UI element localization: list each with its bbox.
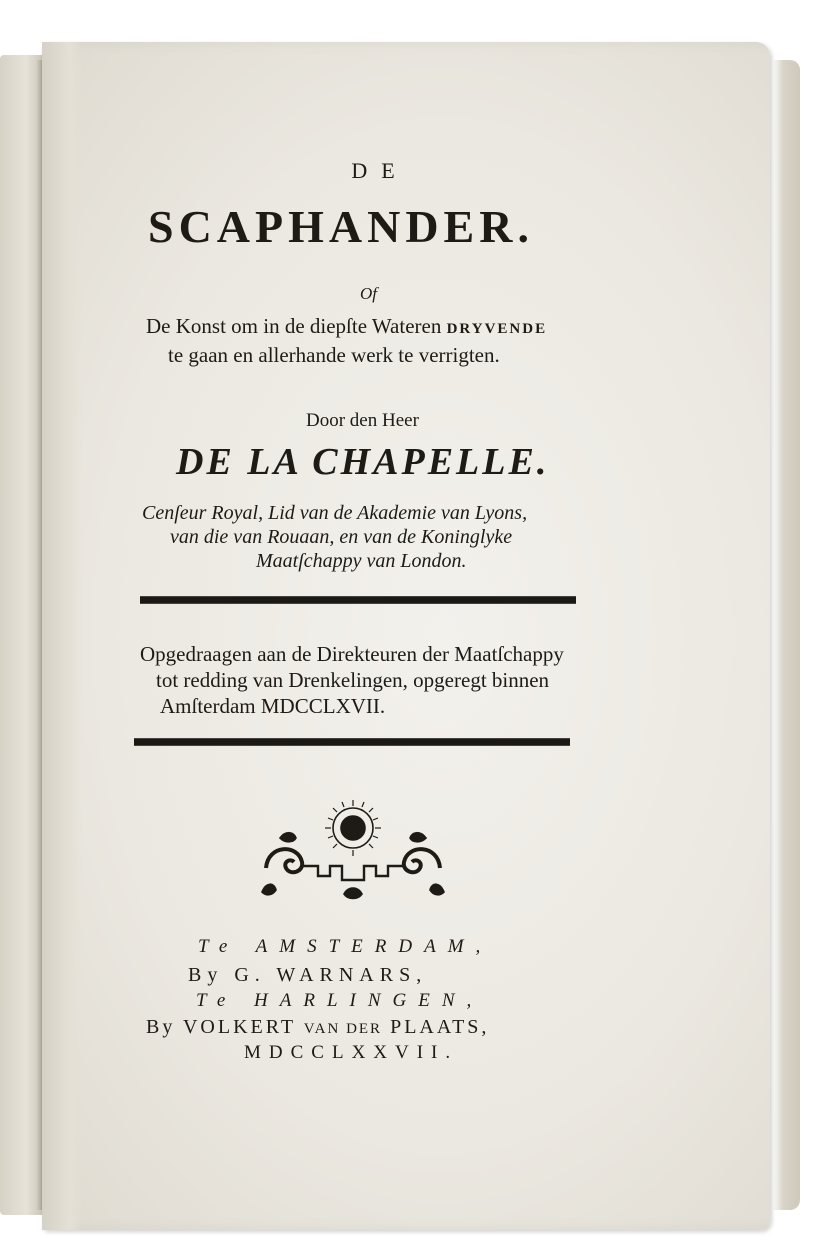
imprint-line-4-a: By VOLKERT [146,1016,304,1038]
title-connector: Of [360,284,377,303]
imprint-line-3: Te HARLINGEN, [196,990,484,1011]
subtitle-line-1-text: De Konst om in de diepſte Wateren [146,314,447,338]
dedication-line-3: Amſterdam MDCCLXVII. [160,694,386,718]
right-page-edge [772,60,800,1210]
printers-ornament [258,796,448,906]
author-name: DE LA CHAPELLE. [176,441,550,483]
subtitle-line-2: te gaan en allerhande werk te verrigten. [168,343,500,367]
credentials-line-1: Cenſeur Royal, Lid van de Akademie van Lyons, [142,502,528,524]
subtitle-line-1 [146,314,547,339]
imprint-line-4-b: PLAATS, [382,1016,490,1038]
dedication-line-1: Opgedraagen aan de Direkteuren der Maatſchappy [140,642,564,666]
dedication-line-2: tot redding van Drenkelingen, opgeregt binnen [156,668,550,692]
divider-rule-bottom [134,738,570,746]
imprint-line-2: By G. WARNARS, [188,964,428,986]
divider-rule-top [140,596,576,604]
imprint-line-4 [146,1016,489,1039]
author-prefix: Door den Heer [306,410,419,431]
imprint-line-4-small: VAN DER [303,1021,383,1037]
imprint-line-1: Te AMSTERDAM, [198,936,493,957]
subtitle-line-1-caps: DRYVENDE [446,321,548,337]
binding-strip [42,42,82,1230]
credentials-line-2: van die van Rouaan, en van de Koninglyke [170,526,513,548]
book-title: SCAPHANDER. [148,201,534,252]
imprint-year: MDCCLXXVII. [244,1042,459,1063]
title-article: DE [351,158,409,183]
credentials-line-3: Maatſchappy van London. [256,550,467,572]
